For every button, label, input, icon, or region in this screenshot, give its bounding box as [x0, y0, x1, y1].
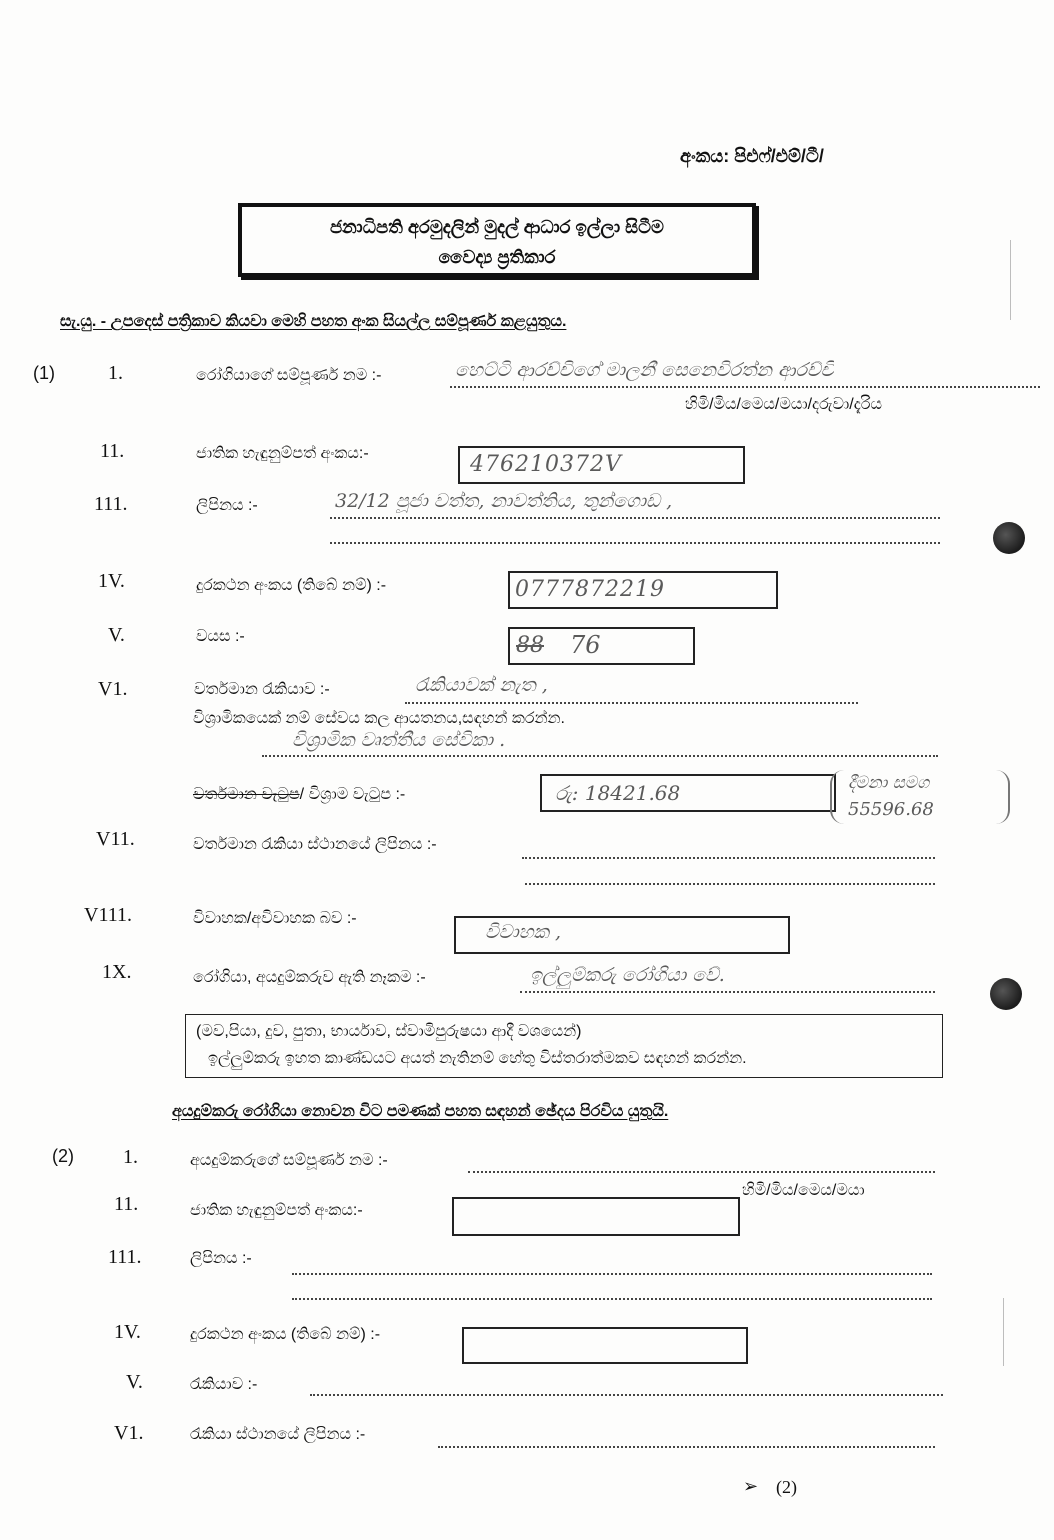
- s1-phone-label: දුරකථන අංකය (තිබේ නම්) :-: [196, 577, 387, 594]
- s1-relation-number: 1X.: [102, 961, 132, 983]
- next-page-arrow-icon: ➢: [743, 1476, 759, 1496]
- scan-edge-line: [1010, 240, 1011, 320]
- s1-salary-label-struck: වර්තමාන වැටුප: [193, 786, 300, 803]
- s2-nic-number: 11.: [114, 1193, 139, 1215]
- punch-hole: [993, 522, 1025, 554]
- s2-workplace-line: [438, 1446, 935, 1448]
- s1-relation-line: [520, 991, 935, 993]
- s1-workplace-line: [522, 857, 935, 859]
- s2-workplace-number: V1.: [114, 1422, 144, 1444]
- s2-name-line: [468, 1171, 935, 1173]
- section1-marker: (1): [33, 363, 55, 383]
- form-title-line1: ජනාධිපති අරමුදලින් මුදල් ආධාර ඉල්ලා සිටීම: [330, 217, 664, 237]
- s2-job-label: රැකියාව :-: [190, 1376, 258, 1393]
- relation-note-line2: ඉල්ලුම්කරු ඉහත කාණ්ඩයට අයත් නැතිනම් හේතු විස්තරාත්මකව සඳහන් කරන්න.: [208, 1050, 747, 1067]
- s1-salary-value: රු: 18421.68: [555, 781, 681, 805]
- s1-salary-label-text: / විශ්‍රාම වැටුප :-: [299, 786, 406, 803]
- s1-nic-number: 11.: [100, 440, 125, 462]
- s1-age-number: V.: [108, 624, 125, 646]
- s1-relation-value: ඉල්ලුම්කරු රෝගියා වේ.: [530, 964, 725, 986]
- s1-phone-value: 0777872219: [515, 577, 665, 602]
- s1-name-value: හෙට්ටි ආරච්චිගේ මාලනී සෙනෙවිරත්න ආරච්චි: [455, 359, 835, 381]
- s1-phone-number: 1V.: [98, 570, 125, 592]
- s1-salary-note-value: 55596.68: [848, 799, 934, 820]
- section2-marker: (2): [52, 1146, 74, 1166]
- s1-occupation-value: රැකියාවක් නැත ,: [415, 674, 548, 696]
- instruction-note: සැ.යු. - උපදෙස් පත්‍රිකාව කියවා මෙහි පහත අංක සියල්ල සම්පූර්ණ කළයුතුය.: [60, 313, 567, 330]
- reference-value: පිඑෆ්/එම්/ටී/: [734, 146, 824, 166]
- s1-marital-number: V111.: [84, 904, 132, 926]
- s2-address-number: 111.: [108, 1246, 142, 1268]
- s1-name-label: රෝගියාගේ සම්පූර්ණ නම :-: [196, 367, 382, 384]
- relation-note-line1: (මව,පියා, දුව, පුතා, භාර්යාව, ස්වාමිපුරුෂයා ආදී වශයෙන්): [196, 1023, 582, 1040]
- s2-workplace-label: රැකියා ස්ථානයේ ලිපිනය :-: [190, 1426, 366, 1443]
- s1-name-titles: හිමි/මිය/මෙය/මයා/දරුවා/දැරිය: [685, 396, 883, 413]
- s1-marital-value: විවාහක ,: [485, 921, 562, 943]
- s1-nic-value: 476210372V: [470, 452, 622, 477]
- s2-phone-box: [462, 1327, 748, 1364]
- s1-marital-label: විවාහක/අවිවාහක බව :-: [193, 910, 357, 927]
- s2-phone-number: 1V.: [114, 1321, 141, 1343]
- s1-retiree-value: විශ්‍රාමික වෘත්තීය සේවිකා .: [292, 729, 506, 751]
- s2-nic-box: [452, 1197, 740, 1236]
- s2-name-number: 1.: [123, 1146, 138, 1168]
- s1-address-number: 111.: [94, 493, 128, 515]
- reference-label: අංකය:: [680, 146, 730, 166]
- s2-address-line: [292, 1273, 932, 1275]
- punch-hole: [990, 978, 1022, 1010]
- s1-occupation-number: V1.: [98, 678, 128, 700]
- s2-job-number: V.: [126, 1371, 143, 1393]
- s1-salary-note-label: දීමනා සමග: [848, 773, 930, 793]
- reference-number: [680, 146, 824, 167]
- s1-age-label: වයස :-: [196, 628, 245, 645]
- s1-age-value: 76: [570, 631, 601, 659]
- s1-workplace-number: V11.: [96, 828, 135, 850]
- s1-address-label: ලිපිනය :-: [196, 497, 258, 514]
- s2-job-line: [310, 1394, 943, 1396]
- s2-name-label: අයදුම්කරුගේ සම්පූර්ණ නම :-: [190, 1152, 388, 1169]
- s1-age-struck-value: 88: [516, 633, 544, 658]
- s2-address-label: ලිපිනය :-: [190, 1250, 252, 1267]
- s1-salary-label: [193, 786, 405, 804]
- form-title-box: [238, 203, 756, 277]
- form-title-line2: වෛද්‍ය ප්‍රතිකාර: [438, 247, 556, 267]
- s2-address-line-2: [292, 1298, 932, 1300]
- relation-note-box: [185, 1014, 943, 1078]
- s1-address-line-2: [330, 542, 940, 544]
- s2-phone-label: දුරකථන අංකය (තිබේ නම්) :-: [190, 1326, 381, 1343]
- s1-occupation-line: [405, 702, 858, 704]
- page-number: (2): [776, 1477, 797, 1497]
- s1-retiree-label: විශ්‍රාමිකයෙක් නම් සේවය කල ආයතනය,සඳහන් කරන්න.: [193, 710, 565, 727]
- s1-name-line: [450, 386, 1040, 388]
- s2-nic-label: ජාතික හැඳුනුම්පත් අංකය:-: [190, 1202, 363, 1219]
- s1-address-value: 32/12 පූජා වත්ත, නාවත්තිය, තුන්ගොඩ ,: [335, 490, 673, 512]
- section2-heading: අයදුම්කරු රෝගියා නොවන විට පමණක් පහත සඳහන් ඡේදය පිරවිය යුතුයි.: [172, 1103, 669, 1120]
- s2-name-titles: හිමි/මිය/මෙය/මයා: [742, 1182, 865, 1199]
- s1-occupation-label: වර්තමාන රැකියාව :-: [194, 681, 330, 698]
- s1-relation-label: රෝගියා, අයදුම්කරුව ඇති නෑකම :-: [193, 969, 426, 986]
- s1-name-number: 1.: [108, 362, 123, 384]
- s1-address-line: [330, 517, 940, 519]
- s1-retiree-line: [262, 755, 938, 757]
- s1-workplace-line-2: [525, 883, 935, 885]
- scan-edge-line: [1003, 1298, 1004, 1366]
- s1-workplace-label: වර්තමාන රැකියා ස්ථානයේ ලිපිනය :-: [193, 836, 437, 853]
- s1-nic-label: ජාතික හැඳුනුම්පත් අංකය:-: [196, 445, 369, 462]
